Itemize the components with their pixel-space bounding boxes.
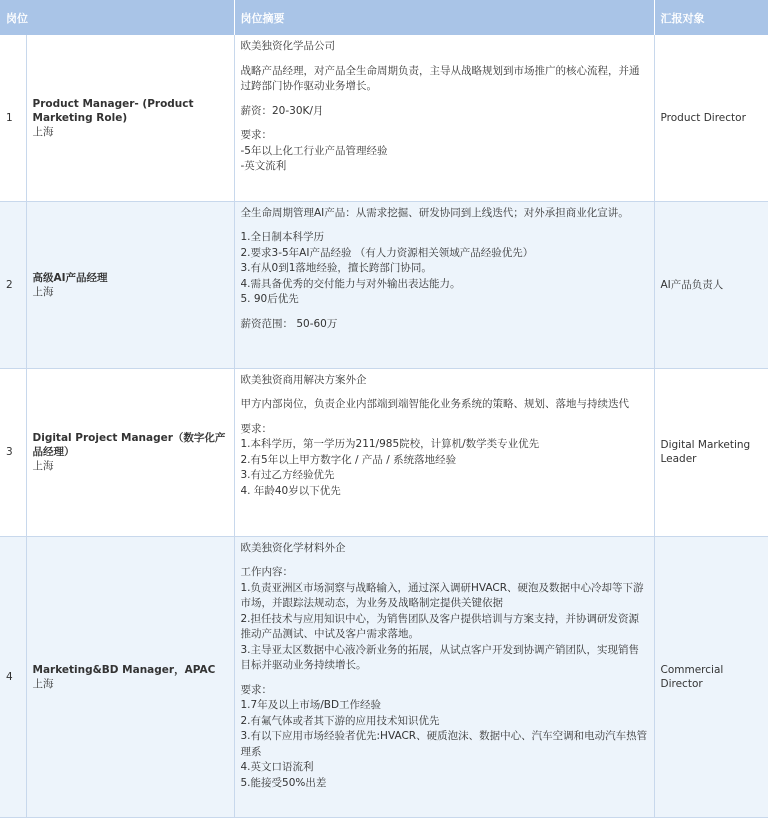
row-index: 3 [0,368,26,536]
summary-line: 1.本科学历，第一学历为211/985院校，计算机/数学类专业优先 [240,438,540,450]
header-position-col: 岗位 [0,0,234,35]
summary-cell [234,368,654,536]
position-title: Marketing&BD Manager，APAC [32,663,216,676]
row-index: 2 [0,201,26,368]
position-location: 上海 [32,677,54,690]
row-index: 1 [0,35,26,201]
summary-line: 1.全日制本科学历 [240,231,325,243]
summary-line: 工作内容： [240,566,293,578]
summary-line: 3.有从0到1落地经验，擅长跨部门协同。 [240,262,432,274]
summary-line: 薪资范围： 50-60万 [240,317,338,330]
summary-line: 战略产品经理，对产品全生命周期负责，主导从战略规划到市场推广的核心流程，并通过跨部门协作驱动业务增长。 [240,64,640,92]
summary-line: 薪资：20-30K/月 [240,104,324,117]
summary-line: 4.需具备优秀的交付能力与对外输出表达能力。 [240,277,461,290]
position-location: 上海 [32,460,54,472]
summary-line: 2.担任技术与应用知识中心，为销售团队及客户提供培训与方案支持，并协调研发资源推动产品测试、中试及客户需求落地。 [240,612,640,640]
position-cell [26,536,234,817]
position-location: 上海 [32,125,54,138]
summary-line: -英文流利 [240,160,287,172]
position-cell [26,201,234,368]
table-row [0,35,768,201]
summary-cell [234,35,654,201]
summary-line: 要求： [240,129,272,141]
summary-line: 2.要求3-5年AI产品经验 （有人力资源相关领域产品经验优先） [240,246,534,259]
summary-line: 3.有以下应用市场经验者优先:HVACR、硬质泡沫、数据中心、汽车空调和电动汽车热管理系 [240,730,648,758]
position-cell [26,35,234,201]
report-cell: Product Director [654,35,768,201]
table-row [0,536,768,817]
summary-line: 3.主导亚太区数据中心液冷新业务的拓展，从试点客户开发到协调产销团队，实现销售目标并驱动业务持续增长。 [240,643,640,671]
table-row [0,201,768,368]
summary-line: 2.有5年以上甲方数字化 / 产品 / 系统落地经验 [240,453,457,466]
summary-line: 4.英文口语流利 [240,761,314,773]
summary-line: 2.有氟气体或者其下游的应用技术知识优先 [240,714,440,727]
summary-line: 1.负责亚洲区市场洞察与战略输入，通过深入调研HVACR、硬泡及数据中心冷却等下游市场，并跟踪法规动态，为业务及战略制定提供关键依据 [240,581,644,609]
position-title: 高级AI产品经理 [32,271,108,284]
summary-line: 全生命周期管理AI产品：从需求挖掘、研发协同到上线迭代；对外承担商业化宣讲。 [240,206,629,219]
position-location: 上海 [32,285,54,298]
position-title: Digital Project Manager（数字化产品经理） [32,432,226,458]
summary-line: 3.有过乙方经验优先 [240,469,335,481]
summary-line: 要求： [240,422,272,435]
table-row [0,368,768,536]
report-cell: Digital Marketing Leader [654,368,768,536]
position-title: Product Manager- (Product Marketing Role) [32,97,194,124]
summary-line: 欧美独资商用解决方案外企 [240,373,367,386]
row-index: 4 [0,536,26,817]
summary-line: 5.能接受50%出差 [240,776,327,789]
report-cell: AI产品负责人 [654,201,768,368]
summary-line: 4. 年龄40岁以下优先 [240,484,341,497]
summary-cell [234,536,654,817]
summary-line: 甲方内部岗位，负责企业内部端到端智能化业务系统的策略、规划、落地与持续迭代 [240,398,629,410]
summary-line: -5年以上化工行业产品管理经验 [240,144,388,157]
summary-cell [234,201,654,368]
header-summary-col: 岗位摘要 [234,0,654,35]
summary-line: 1.7年及以上市场/BD工作经验 [240,699,382,711]
summary-line: 欧美独资化学品公司 [240,40,335,52]
summary-line: 要求： [240,683,272,696]
header-report-col: 汇报对象 [654,0,768,35]
summary-line: 欧美独资化学材料外企 [240,541,346,554]
table-header-row [0,0,768,35]
summary-line: 5. 90后优先 [240,293,299,305]
report-cell: Commercial Director [654,536,768,817]
position-cell [26,368,234,536]
